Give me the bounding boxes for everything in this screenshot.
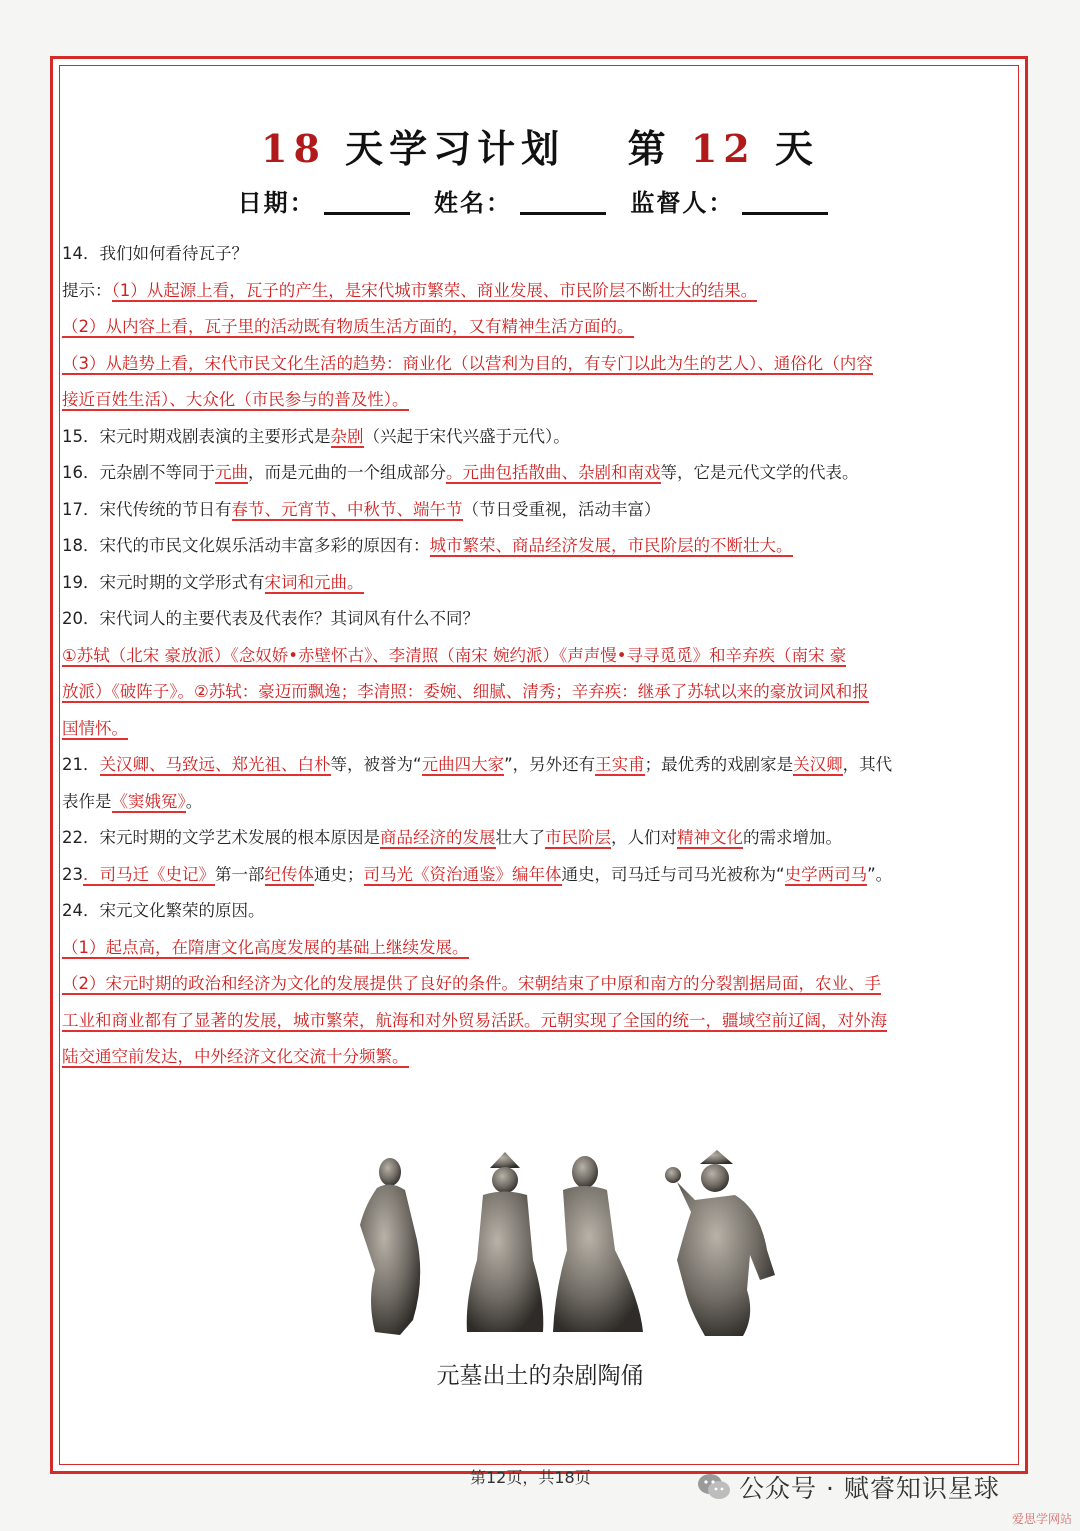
answer-text: 国情怀。	[62, 718, 128, 738]
answer-14-3	[62, 346, 1020, 383]
question-22	[62, 820, 1020, 857]
question-16	[62, 455, 1020, 492]
question-text: ”，另外还有	[504, 755, 596, 774]
image-caption: 元墓出土的杂剧陶俑	[436, 1363, 644, 1389]
pottery-figurines-image	[355, 1150, 785, 1340]
answer-text: 《窦娥冤》	[111, 791, 186, 811]
question-text: 第一部	[215, 864, 265, 884]
watermark-text: 公众号 · 赋睿知识星球	[739, 1474, 1000, 1503]
answer-text: （2）从内容上看，瓦子里的活动既有物质生活方面的，又有精神生活方面的。	[62, 317, 634, 336]
wechat-icon	[697, 1473, 731, 1507]
question-text: ，人们对	[611, 828, 677, 847]
figurine-2	[467, 1152, 544, 1332]
answer-text: 元曲	[215, 463, 248, 482]
answer-14-1	[62, 273, 1020, 310]
question-text: ，其代	[842, 755, 893, 774]
answer-text: （3）从趋势上看，宋代市民文化生活的趋势：商业化（以营利为目的，有专门以此为生的艺人）、通俗化（内容	[62, 353, 873, 373]
answer-text: 接近百姓生活）、大众化（市民参与的普及性）。	[62, 390, 409, 409]
question-text: 24．宋元文化繁荣的原因。	[62, 901, 265, 920]
question-text: 通史；	[314, 864, 364, 884]
answer-text: （2）宋元时期的政治和经济为文化的发展提供了良好的条件。宋朝结束了中原和南方的分裂割据局面，农业、手	[62, 974, 881, 993]
content-body	[62, 236, 1020, 1076]
question-text: 19．宋元时期的文学形式有	[62, 572, 265, 592]
answer-text: 春节、元宵节、中秋节、端午节	[231, 499, 463, 519]
answer-text: （1）起点高，在隋唐文化高度发展的基础上继续发展。	[62, 937, 469, 957]
question-text: 等，被誉为“	[330, 755, 422, 774]
question-17	[62, 492, 1020, 529]
question-23	[62, 857, 1020, 894]
question-19	[62, 565, 1020, 602]
question-18	[62, 528, 1020, 565]
question-text: 20．宋代词人的主要代表及代表作？其词风有什么不同？	[62, 609, 479, 628]
date-blank	[324, 212, 410, 215]
answer-text: 纪传体	[264, 864, 314, 884]
question-21-cont	[62, 784, 1020, 821]
answer-14-2	[62, 309, 1020, 346]
question-text: 表作是	[62, 791, 112, 811]
question-21	[62, 747, 1020, 784]
answer-20-line-3	[62, 711, 1020, 748]
answer-text: 商品经济的发展	[380, 828, 496, 847]
question-text: 18．宋代的市民文化娱乐活动丰富多彩的原因有：	[62, 536, 430, 555]
subheading	[0, 183, 1080, 218]
answer-text: 史学两司马	[784, 864, 868, 884]
answer-text: 元曲四大家	[421, 755, 505, 774]
page-title	[0, 118, 1080, 173]
question-text: ”。	[867, 864, 893, 884]
answer-text: 。元曲包括散曲、杂剧和南戏	[446, 463, 661, 482]
answer-text: 司马光《资治通鉴》编年体	[363, 864, 562, 884]
question-text: ，而是元曲的一个组成部分	[248, 463, 446, 482]
name-label: 姓名：	[434, 188, 512, 217]
figurine-4	[665, 1150, 775, 1336]
answer-20-line-1	[62, 638, 1020, 675]
question-text: 17．宋代传统的节日有	[62, 499, 232, 519]
answer-text: ①苏轼（北宋 豪放派）《念奴娇•赤壁怀古》、李清照（南宋 婉约派）《声声慢•寻寻觅觅》和辛弃疾（南宋 豪	[62, 645, 847, 665]
answer-text: 精神文化	[677, 828, 743, 847]
question-text: 通史，司马迁与司马光被称为“	[561, 864, 785, 884]
watermark	[697, 1469, 1000, 1507]
title-part-2: 第	[627, 126, 672, 171]
supervisor-blank	[742, 212, 828, 215]
question-text: 22．宋元时期的文学艺术发展的根本原因是	[62, 828, 380, 847]
question-text: 15．宋元时期戏剧表演的主要形式是	[62, 426, 331, 446]
question-text: （兴起于宋代兴盛于元代）。	[363, 426, 570, 446]
title-part-3: 天	[774, 126, 819, 171]
question-text: 的需求增加。	[743, 828, 842, 847]
answer-text: 关汉卿	[793, 755, 843, 774]
question-text: 14．我们如何看待瓦子？	[62, 244, 248, 263]
answer-text: 市民阶层	[545, 828, 611, 847]
question-15	[62, 419, 1020, 456]
hint-label: 提示：	[62, 280, 112, 300]
answer-14-3-cont	[62, 382, 1020, 419]
question-text: 23	[62, 864, 83, 884]
figurine-3	[553, 1156, 643, 1332]
question-text: 壮大了	[495, 828, 545, 847]
question-text: 等，它是元代文学的代表。	[660, 463, 859, 482]
question-text: ；最优秀的戏剧家是	[644, 755, 794, 774]
answer-text: 杂剧	[330, 426, 364, 446]
answer-24-2	[62, 966, 1020, 1003]
answer-24-2-end	[62, 1039, 1020, 1076]
question-text: 16．元杂剧不等同于	[62, 463, 215, 482]
name-blank	[520, 212, 606, 215]
title-part-1: 天学习计划	[345, 126, 566, 171]
answer-24-2-cont	[62, 1003, 1020, 1040]
question-14	[62, 236, 1020, 273]
answer-text: 放派）《破阵子》。②苏轼：豪迈而飘逸；李清照：委婉、细腻、清秀；辛弃疾：继承了苏轼以来的豪放词风和报	[62, 682, 869, 701]
answer-24-1	[62, 930, 1020, 967]
question-text: （节日受重视，活动丰富）	[462, 499, 661, 519]
question-text: 。	[185, 791, 203, 811]
answer-text: 王实甫	[595, 755, 645, 774]
date-label: 日期：	[237, 188, 316, 217]
question-text: 21．	[62, 755, 100, 774]
question-24	[62, 893, 1020, 930]
answer-text: 城市繁荣、商品经济发展，市民阶层的不断壮大。	[429, 536, 793, 555]
answer-text: 陆交通空前发达，中外经济文化交流十分频繁。	[62, 1047, 409, 1066]
page-number: 第12页，共18页	[470, 1468, 591, 1487]
question-20	[62, 601, 1020, 638]
answer-text: 关汉卿、马致远、郑光祖、白朴	[99, 755, 331, 774]
answer-text: （1）从起源上看，瓦子的产生，是宋代城市繁荣、商业发展、市民阶层不断壮大的结果。	[111, 280, 758, 300]
title-num-1: 18	[261, 126, 326, 171]
answer-text: 工业和商业都有了显著的发展，城市繁荣，航海和对外贸易活跃。元朝实现了全国的统一，疆域空前辽阔，对外海	[62, 1010, 887, 1030]
site-watermark: 爱思学网站	[1011, 1512, 1072, 1526]
supervisor-label: 监督人：	[630, 188, 735, 217]
answer-20-line-2	[62, 674, 1020, 711]
answer-text: 宋词和元曲。	[264, 572, 364, 592]
title-num-2: 12	[690, 126, 756, 171]
answer-text: ．司马迁《史记》	[83, 864, 215, 884]
figurine-1	[360, 1158, 420, 1335]
